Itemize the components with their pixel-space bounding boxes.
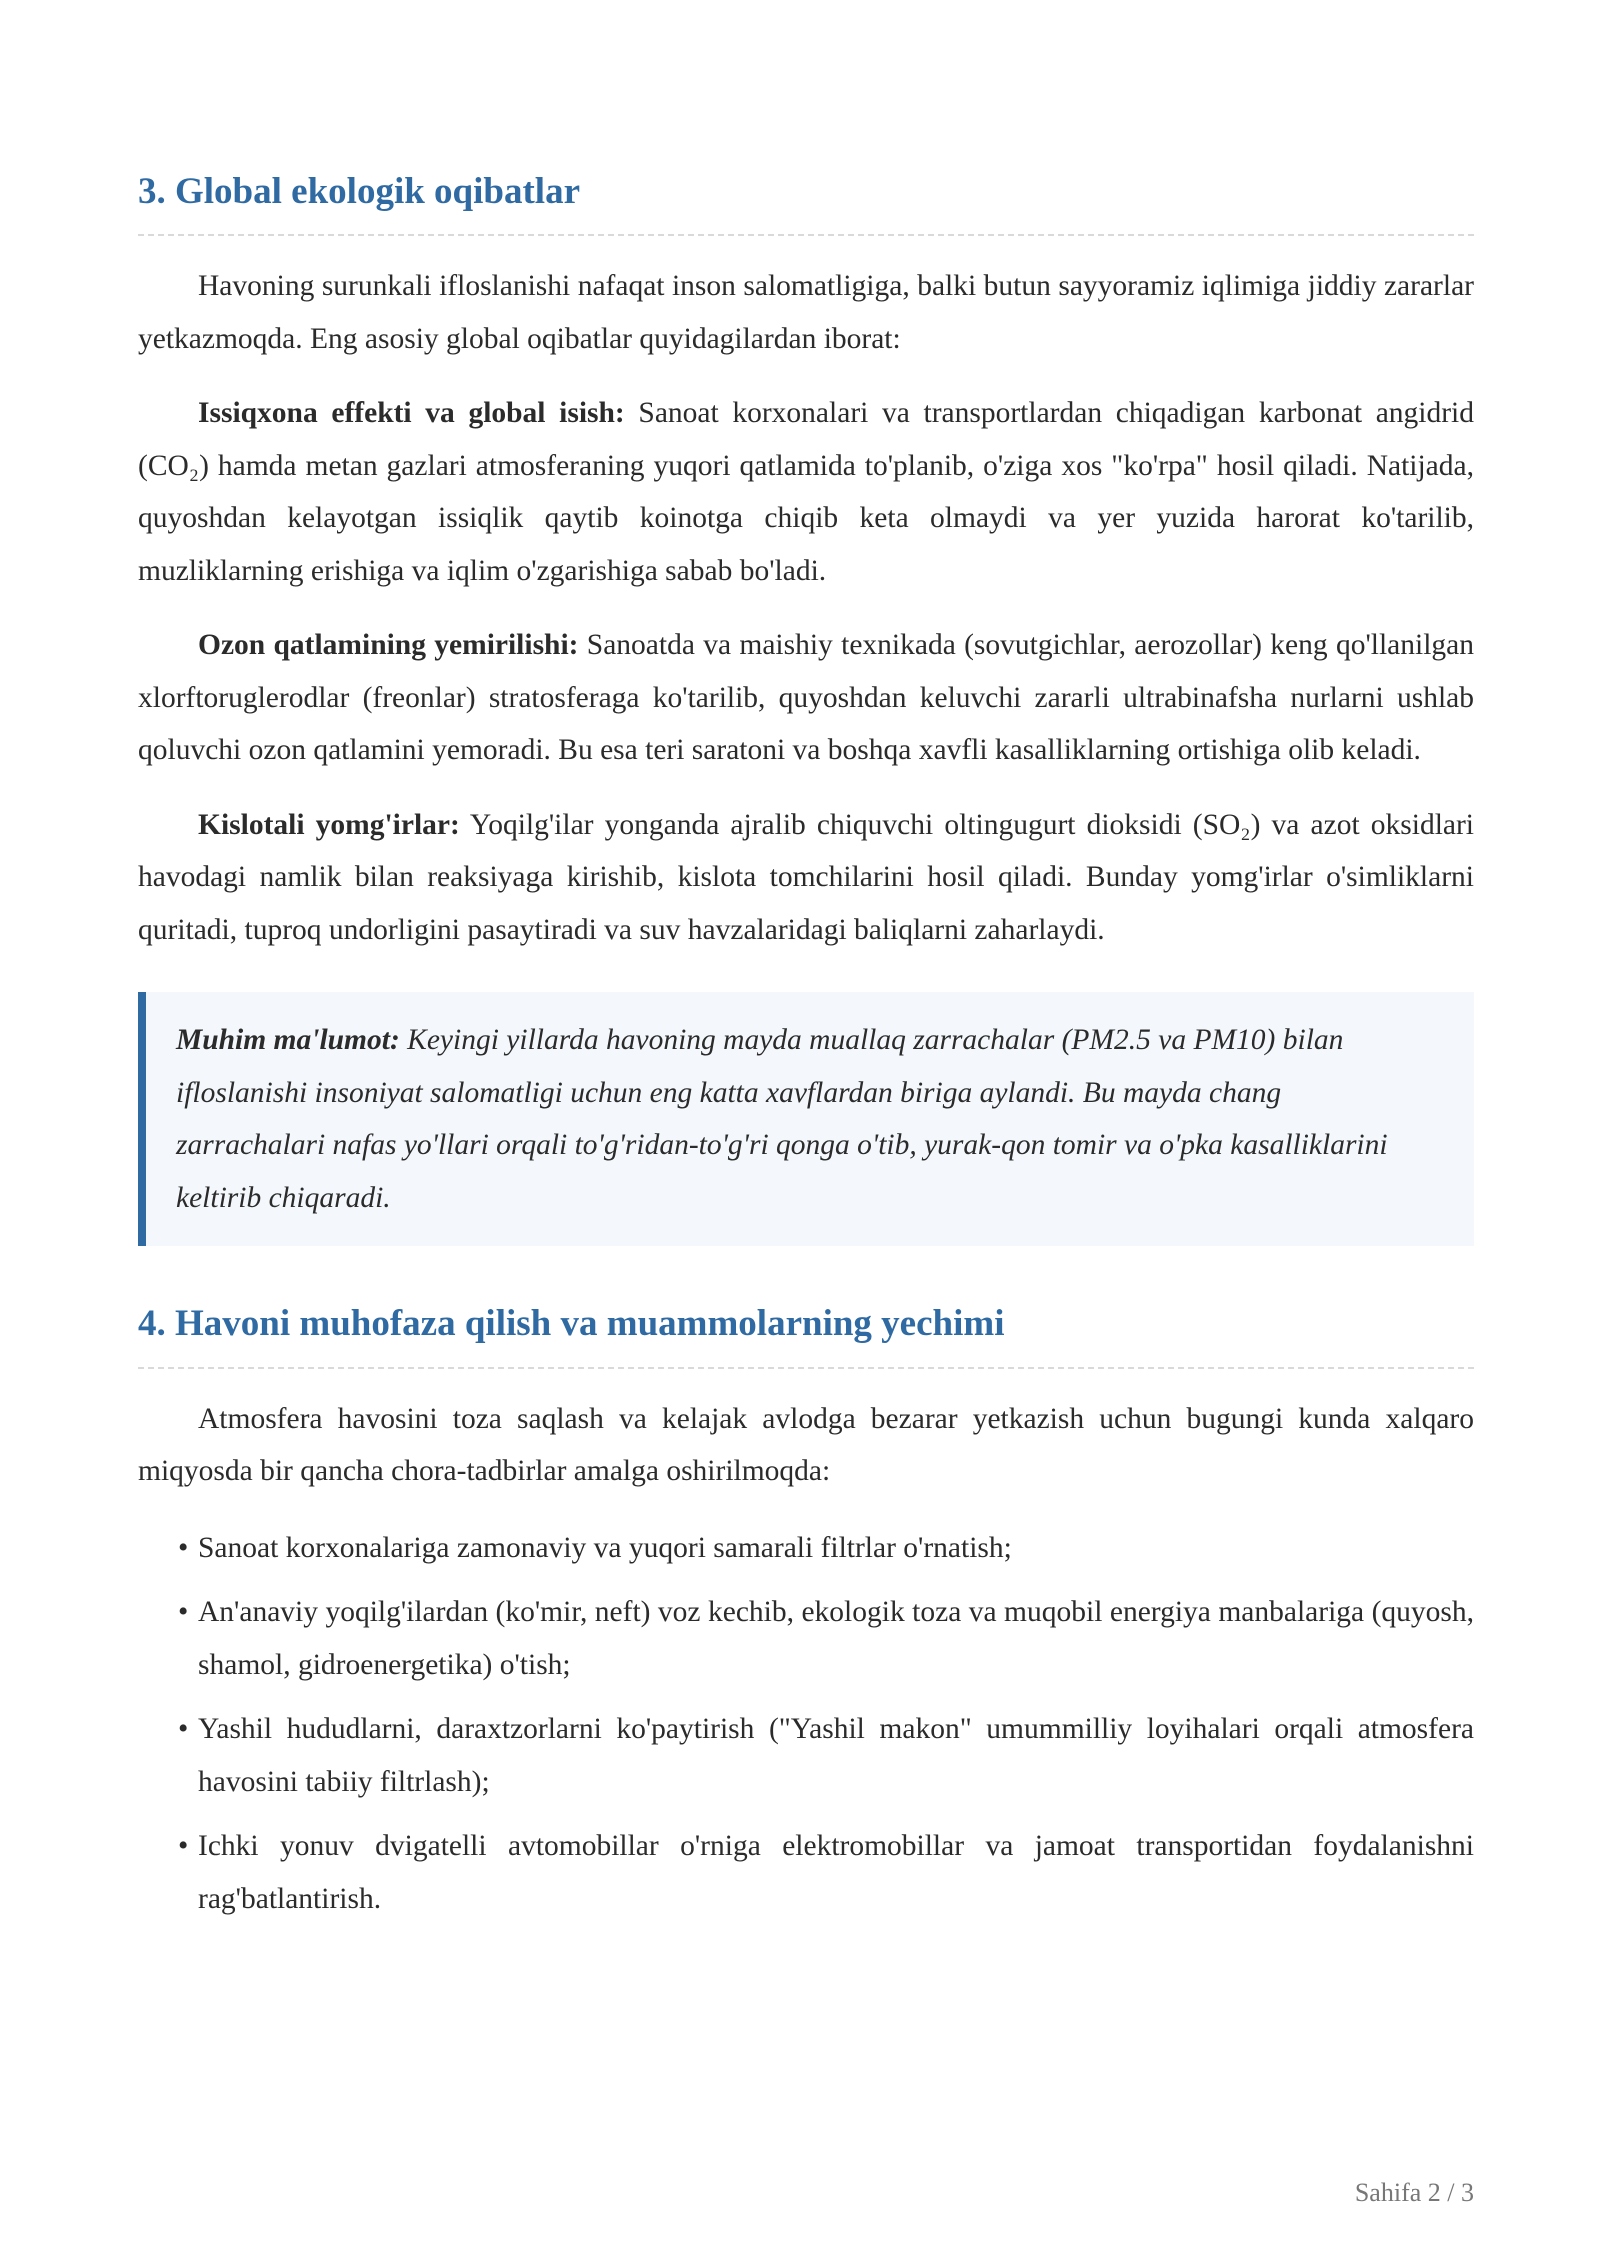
section-title: Global ekologik oqibatlar: [175, 171, 581, 212]
paragraph-text: Sanoat korxonalari va transportlardan chiqadigan karbonat angidrid (CO₂) hamda metan gazlari atmosferaning yuqori qatlamida to'planib, o'ziga xos "ko'rpa" hosil qiladi. Natijada, quyoshdan kelayotgan issiqlik qaytib koinotga chiqib keta olmaydi va yer yuzida harorat ko'tarilib, muzliklarning erishiga va iqlim o'zgarishiga sabab bo'ladi.: [138, 397, 1475, 587]
bullet-icon: •: [178, 1596, 189, 1629]
paragraph-text: Sanoatda va maishiy texnikada (sovutgichlar, aerozollar) keng qo'llanilgan xlorftoruglerodlar (freonlar) stratosferaga ko'tarilib, quyoshdan keluvchi zararli ultrabinafsha nurlarni ushlab qoluvchi ozon qatlamini yemoradi. Bu esa teri saratoni va boshqa xavfli kasalliklarning ortishiga olib keladi.: [138, 629, 1474, 767]
section-heading-3: [138, 170, 1474, 236]
paragraph-text: Yoqilg'ilar yonganda ajralib chiquvchi oltingugurt dioksidi (SO₂) va azot oksidlari havodagi namlik bilan reaksiyaga kirishib, kislota tomchilarini hosil qiladi. Bunday yomg'irlar o'simliklarni quritadi, tuproq undorligini pasaytiradi va suv havzalaridagi baliqlarni zaharlaydi.: [138, 808, 1474, 946]
list-item: [178, 1703, 1474, 1808]
note-label: Muhim ma'lumot:: [176, 1024, 400, 1057]
note-text: Keyingi yillarda havoning mayda muallaq zarrachalar (PM2.5 va PM10) bilan ifloslanishi insoniyat salomatligi uchun eng katta xavflardan biriga aylandi. Bu mayda chang zarrachalari nafas yo'llari orqali to'g'ridan-to'g'ri qonga o'tib, yurak-qon tomir va o'pka kasalliklarini keltirib chiqaradi.: [176, 1024, 1388, 1214]
section-intro: Havoning surunkali ifloslanishi nafaqat inson salomatligiga, balki butun sayyoramiz iqlimiga jiddiy zararlar yetkazmoqda. Eng asosiy global oqibatlar quyidagilardan iborat:: [138, 270, 1474, 355]
bullet-icon: •: [178, 1531, 189, 1564]
list-item-text: An'anaviy yoqilg'ilardan (ko'mir, neft) voz kechib, ekologik toza va muqobil energiya manbalariga (quyosh, shamol, gidroenergetika) o'tish;: [198, 1596, 1474, 1681]
list-item: [178, 1820, 1474, 1925]
term-label: Kislotali yomg'irlar:: [198, 808, 460, 841]
paragraph-acid-rain: [138, 799, 1474, 957]
list-item: [178, 1522, 1474, 1575]
section-number: 3.: [138, 171, 166, 212]
term-label: Ozon qatlamining yemirilishi:: [198, 629, 579, 662]
list-item: [178, 1586, 1474, 1691]
page-number: Sahifa 2 / 3: [1354, 2178, 1474, 2207]
section-title: Havoni muhofaza qilish va muammolarning yechimi: [175, 1303, 1005, 1345]
bullet-icon: •: [178, 1713, 189, 1746]
list-item-text: Yashil hududlarni, daraxtzorlarni ko'paytirish ("Yashil makon" umummilliy loyihalari orqali atmosfera havosini tabiiy filtrlash);: [198, 1713, 1474, 1798]
paragraph-greenhouse: [138, 387, 1474, 597]
important-note-callout: [138, 992, 1474, 1246]
measures-list: [138, 1522, 1474, 1926]
term-label: Issiqxona effekti va global isish:: [198, 397, 625, 430]
note-paragraph: [176, 1014, 1424, 1224]
section-heading-4: [138, 1302, 1474, 1368]
list-item-text: Ichki yonuv dvigatelli avtomobillar o'rniga elektromobillar va jamoat transportidan foydalanishni rag'batlantirish.: [198, 1830, 1474, 1915]
paragraph-ozone: [138, 619, 1474, 777]
section-intro: Atmosfera havosini toza saqlash va kelajak avlodga bezarar yetkazish uchun bugungi kunda xalqaro miqyosda bir qancha chora-tadbirlar amalga oshirilmoqda:: [138, 1402, 1474, 1488]
section-number: 4.: [138, 1303, 166, 1345]
document-page: [138, 170, 1474, 1937]
bullet-icon: •: [178, 1830, 189, 1863]
list-item-text: Sanoat korxonalariga zamonaviy va yuqori samarali filtrlar o'rnatish;: [198, 1531, 1012, 1564]
